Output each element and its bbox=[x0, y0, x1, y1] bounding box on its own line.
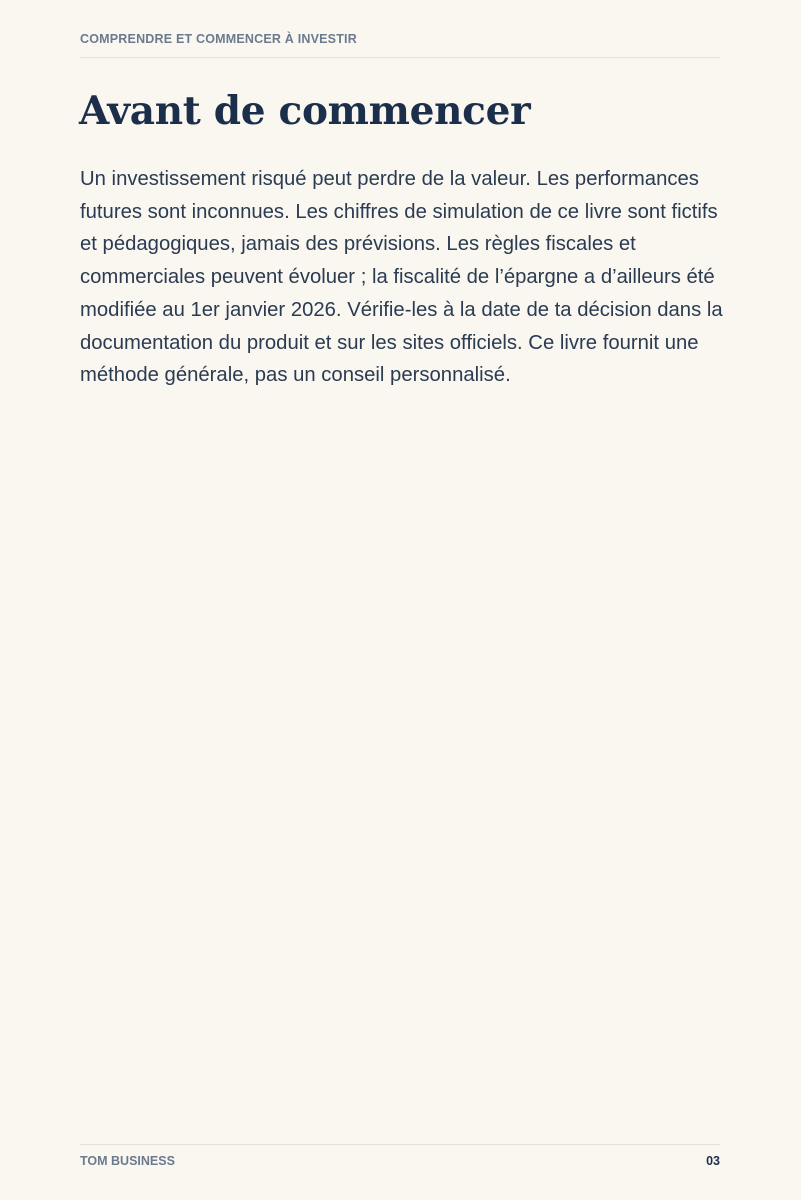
footer-author: TOM BUSINESS bbox=[80, 1154, 175, 1168]
disclaimer-paragraph: Un investissement risqué peut perdre de la valeur. Les performances futures sont inconnues. Les chiffres de simulation de ce livre sont fictifs et pédagogiques, jamais des prévisions. Les règles fiscales et commerciales peuvent évoluer ; la fiscalité de l’épargne a d’ailleurs été modifiée au 1er janvier 2026. Vérifie-les à la date de ta décision dans la documentation du produit et sur les sites officiels. Ce livre fournit une méthode générale, pas un conseil personnalisé. bbox=[80, 168, 723, 387]
page-title: Avant de commencer bbox=[79, 88, 531, 134]
footer-divider bbox=[80, 1144, 720, 1145]
page-number: 03 bbox=[706, 1154, 720, 1168]
header-divider bbox=[80, 57, 720, 58]
running-header: COMPRENDRE ET COMMENCER À INVESTIR bbox=[80, 32, 357, 46]
